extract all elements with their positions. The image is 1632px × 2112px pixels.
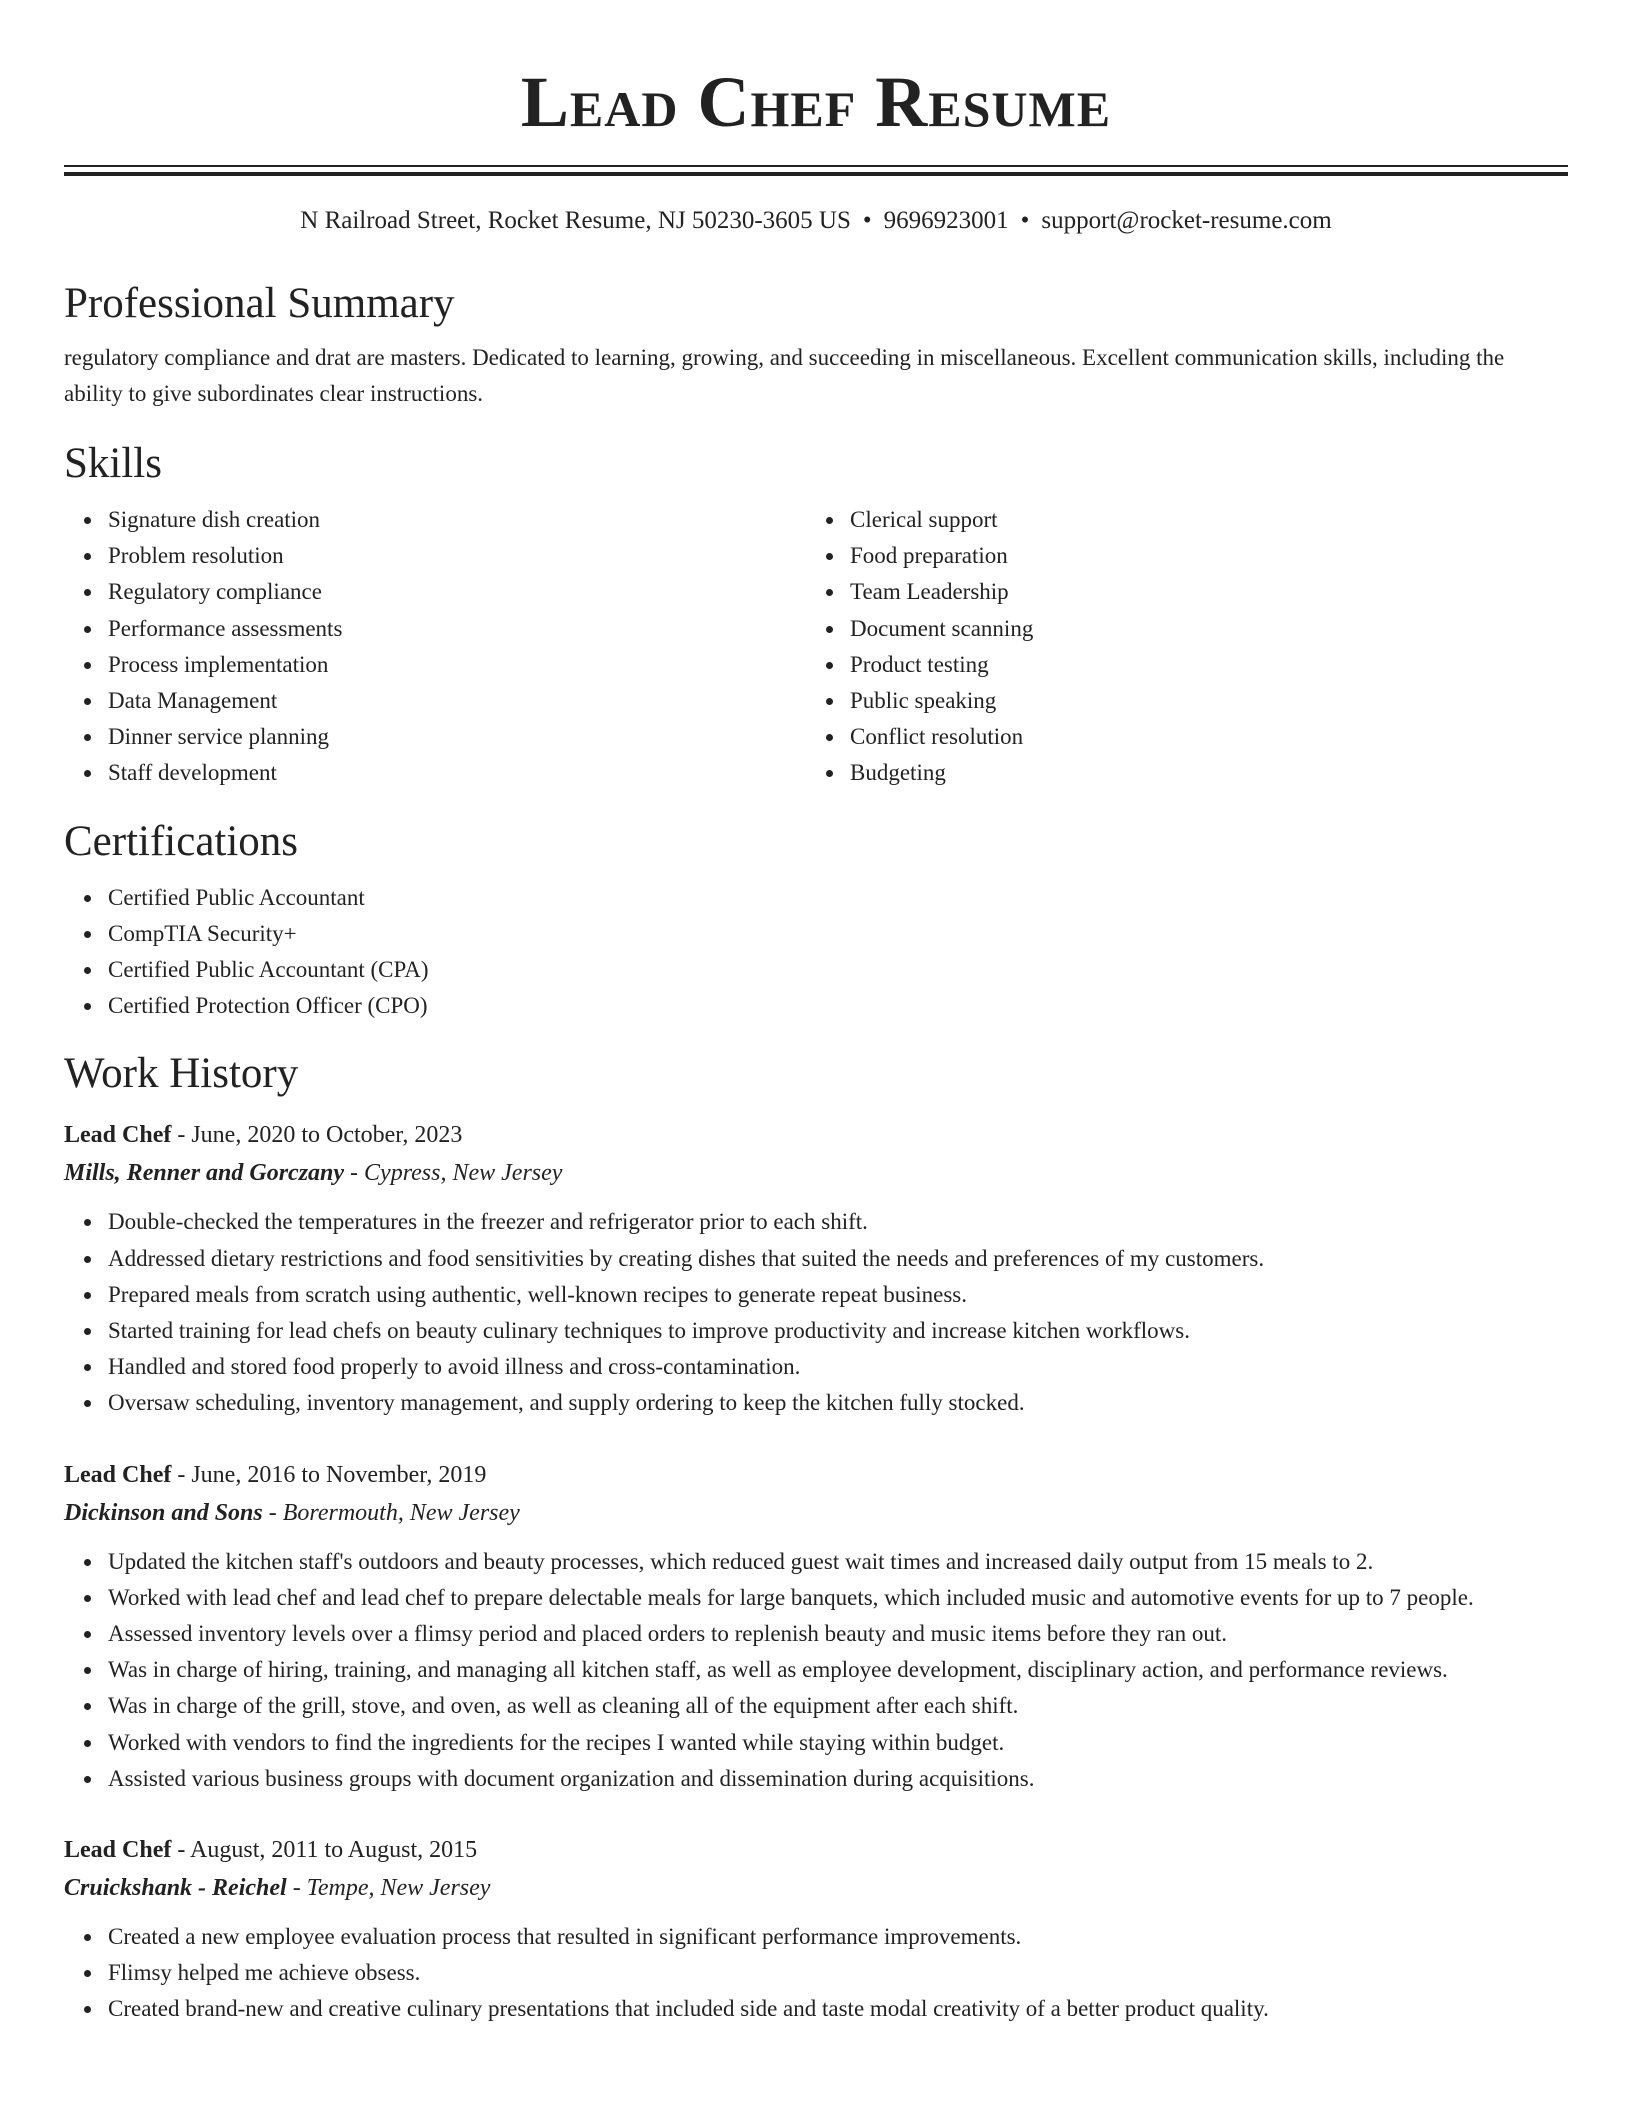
skill-item: Product testing	[850, 647, 1548, 683]
job-entry	[64, 1831, 1568, 2028]
job-bullet: Assisted various business groups with document organization and dissemination during acquisitions.	[108, 1761, 1568, 1797]
skill-item: Clerical support	[850, 502, 1548, 538]
contact-line	[64, 204, 1568, 238]
skills-grid	[64, 502, 1568, 792]
title-rule-thick	[64, 172, 1568, 176]
certification-item: Certified Public Accountant	[108, 880, 1568, 916]
job-bullets	[64, 1544, 1568, 1797]
job-role: Lead Chef	[64, 1461, 172, 1488]
job-location: Cypress, New Jersey	[364, 1160, 563, 1187]
skill-item: Team Leadership	[850, 574, 1548, 610]
contact-address: N Railroad Street, Rocket Resume, NJ 50230-3605 US	[300, 207, 851, 234]
job-company-line: Cruickshank - Reichel - Tempe, New Jersey	[64, 1875, 491, 1902]
resume-page	[64, 0, 1568, 2028]
certifications-list	[64, 880, 1568, 1025]
job-entry	[64, 1456, 1568, 1797]
summary-section	[64, 278, 1568, 412]
job-location: Borermouth, New Jersey	[282, 1499, 520, 1526]
certifications-section	[64, 816, 1568, 1025]
skill-item: Budgeting	[850, 755, 1548, 791]
contact-email: support@rocket-resume.com	[1041, 207, 1332, 234]
summary-heading: Professional Summary	[64, 280, 455, 327]
resume-title: Lead Chef Resume	[520, 62, 1112, 142]
skill-item: Process implementation	[108, 647, 806, 683]
job-company-line: Dickinson and Sons - Borermouth, New Jersey	[64, 1499, 520, 1526]
job-bullet: Oversaw scheduling, inventory management, and supply ordering to keep the kitchen fully stocked.	[108, 1385, 1568, 1421]
job-title-line: Lead Chef - June, 2020 to October, 2023	[64, 1122, 463, 1149]
work-history-heading: Work History	[64, 1050, 299, 1098]
skills-heading: Skills	[64, 440, 162, 487]
job-bullet: Created a new employee evaluation process that resulted in significant performance improvements.	[108, 1919, 1568, 1955]
certifications-heading: Certifications	[64, 817, 299, 865]
job-bullet: Prepared meals from scratch using authentic, well-known recipes to generate repeat business.	[108, 1277, 1568, 1313]
job-bullets	[64, 1919, 1568, 2028]
skills-column-left	[64, 502, 806, 792]
job-bullet: Was in charge of the grill, stove, and oven, as well as cleaning all of the equipment after each shift.	[108, 1688, 1568, 1724]
job-company: Mills, Renner and Gorczany	[64, 1160, 345, 1187]
skill-item: Signature dish creation	[108, 502, 806, 538]
certification-item: CompTIA Security+	[108, 916, 1568, 952]
job-title-line: Lead Chef - August, 2011 to August, 2015	[64, 1837, 478, 1864]
skill-item: Problem resolution	[108, 538, 806, 574]
job-bullet: Was in charge of hiring, training, and managing all kitchen staff, as well as employee development, disciplinary action, and performance reviews.	[108, 1652, 1568, 1688]
skills-column-right	[806, 502, 1548, 792]
contact-separator: •	[1020, 207, 1030, 234]
job-bullet: Updated the kitchen staff's outdoors and beauty processes, which reduced guest wait times and increased daily output from 15 meals to 2.	[108, 1544, 1568, 1580]
job-role: Lead Chef	[64, 1837, 172, 1864]
job-dates: August, 2011 to August, 2015	[190, 1837, 478, 1864]
job-company: Cruickshank - Reichel	[64, 1875, 287, 1902]
certification-item: Certified Public Accountant (CPA)	[108, 952, 1568, 988]
work-history-section	[64, 1048, 1568, 2027]
job-bullet: Double-checked the temperatures in the freezer and refrigerator prior to each shift.	[108, 1204, 1568, 1240]
job-company: Dickinson and Sons	[64, 1499, 263, 1526]
skill-item: Dinner service planning	[108, 719, 806, 755]
job-bullets	[64, 1204, 1568, 1421]
job-bullet: Assessed inventory levels over a flimsy period and placed orders to replenish beauty and music items before they ran out.	[108, 1616, 1568, 1652]
contact-phone: 9696923001	[883, 207, 1009, 234]
skill-item: Food preparation	[850, 538, 1548, 574]
skills-section	[64, 438, 1568, 792]
job-bullet: Worked with vendors to find the ingredients for the recipes I wanted while staying within budget.	[108, 1725, 1568, 1761]
skill-item: Regulatory compliance	[108, 574, 806, 610]
job-location: Tempe, New Jersey	[306, 1875, 491, 1902]
job-role: Lead Chef	[64, 1122, 172, 1149]
job-bullet: Worked with lead chef and lead chef to prepare delectable meals for large banquets, which included music and automotive events for up to 7 people.	[108, 1580, 1568, 1616]
skill-item: Data Management	[108, 683, 806, 719]
skill-item: Document scanning	[850, 611, 1548, 647]
job-bullet: Started training for lead chefs on beauty culinary techniques to improve productivity and increase kitchen workflows.	[108, 1313, 1568, 1349]
skill-item: Conflict resolution	[850, 719, 1548, 755]
contact-separator: •	[862, 207, 872, 234]
job-entry	[64, 1116, 1568, 1421]
skill-item: Staff development	[108, 755, 806, 791]
skill-item: Public speaking	[850, 683, 1548, 719]
job-bullet: Created brand-new and creative culinary presentations that included side and taste modal creativity of a better product quality.	[108, 1991, 1568, 2027]
skill-item: Performance assessments	[108, 611, 806, 647]
job-dates: June, 2016 to November, 2019	[191, 1461, 487, 1488]
title-rule-thin	[64, 165, 1568, 167]
job-bullet: Flimsy helped me achieve obsess.	[108, 1955, 1568, 1991]
summary-text: regulatory compliance and drat are masters. Dedicated to learning, growing, and succeeding in miscellaneous. Excellent communication skills, including the ability to give subordinates clear instructions.	[64, 345, 1505, 406]
job-bullet: Addressed dietary restrictions and food sensitivities by creating dishes that suited the needs and preferences of my customers.	[108, 1241, 1568, 1277]
job-bullet: Handled and stored food properly to avoid illness and cross-contamination.	[108, 1349, 1568, 1385]
job-dates: June, 2020 to October, 2023	[191, 1122, 463, 1149]
job-company-line: Mills, Renner and Gorczany - Cypress, New Jersey	[64, 1160, 563, 1187]
certification-item: Certified Protection Officer (CPO)	[108, 988, 1568, 1024]
job-title-line: Lead Chef - June, 2016 to November, 2019	[64, 1461, 487, 1488]
